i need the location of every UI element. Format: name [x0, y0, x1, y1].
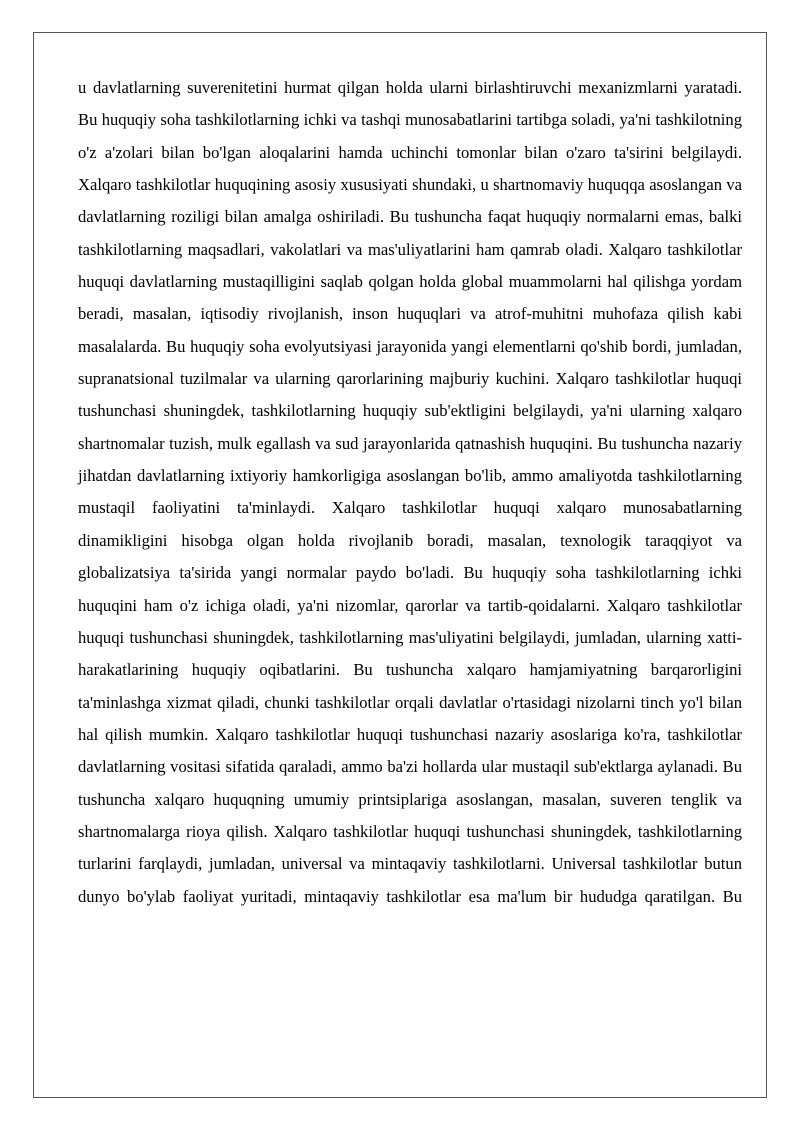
- body-paragraph: u davlatlarning suverenitetini hurmat qilgan holda ularni birlashtiruvchi mexanizmlarni yaratadi. Bu huquqiy soha tashkilotlarning ichki va tashqi munosabatlarini tartibga soladi, ya'ni tashkilotning o'z a'zolari bilan bo'lgan aloqalarini hamda uchinchi tomonlar bilan o'zaro ta'sirini belgilaydi. Xalqaro tashkilotlar huquqining asosiy xususiyati shundaki, u shartnomaviy huquqqa asoslangan va davlatlarning roziligi bilan amalga oshiriladi. Bu tushuncha faqat huquqiy normalarni emas, balki tashkilotlarning maqsadlari, vakolatlari va mas'uliyatlarini ham qamrab oladi. Xalqaro tashkilotlar huquqi davlatlarning mustaqilligini saqlab qolgan holda global muammolarni hal qilishga yordam beradi, masalan, iqtisodiy rivojlanish, inson huquqlari va atrof-muhitni muhofaza qilish kabi masalalarda. Bu huquqiy soha evolyutsiyasi jarayonida yangi elementlarni qo'shib bordi, jumladan, supranatsional tuzilmalar va ularning qarorlarining majburiy kuchini. Xalqaro tashkilotlar huquqi tushunchasi shuningdek, tashkilotlarning huquqiy sub'ektligini belgilaydi, ya'ni ularning xalqaro shartnomalar tuzish, mulk egallash va sud jarayonlarida qatnashish huquqini. Bu tushuncha nazariy jihatdan davlatlarning ixtiyoriy hamkorligiga asoslangan bo'lib, ammo amaliyotda tashkilotlarning mustaqil faoliyatini ta'minlaydi. Xalqaro tashkilotlar huquqi xalqaro munosabatlarning dinamikligini hisobga olgan holda rivojlanib boradi, masalan, texnologik taraqqiyot va globalizatsiya ta'sirida yangi normalar paydo bo'ladi. Bu huquqiy soha tashkilotlarning ichki huquqini ham o'z ichiga oladi, ya'ni nizomlar, qarorlar va tartib-qoidalarni. Xalqaro tashkilotlar huquqi tushunchasi shuningdek, tashkilotlarning mas'uliyatini belgilaydi, jumladan, ularning xatti-harakatlarining huquqiy oqibatlarini. Bu tushuncha xalqaro hamjamiyatning barqarorligini ta'minlashga xizmat qiladi, chunki tashkilotlar orqali davlatlar o'rtasidagi nizolarni tinch yo'l bilan hal qilish mumkin. Xalqaro tashkilotlar huquqi tushunchasi nazariy asoslariga ko'ra, tashkilotlar davlatlarning vositasi sifatida qaraladi, ammo ba'zi hollarda ular mustaqil sub'ektlarga aylanadi. Bu tushuncha xalqaro huquqning umumiy printsiplariga asoslangan, masalan, suveren tenglik va shartnomalarga rioya qilish. Xalqaro tashkilotlar huquqi tushunchasi shuningdek, tashkilotlarning turlarini farqlaydi, jumladan, universal va mintaqaviy tashkilotlarni. Universal tashkilotlar butun dunyo bo'ylab faoliyat yuritadi, mintaqaviy tashkilotlar esa ma'lum bir hududga qaratilgan. Bu: [78, 78, 742, 906]
